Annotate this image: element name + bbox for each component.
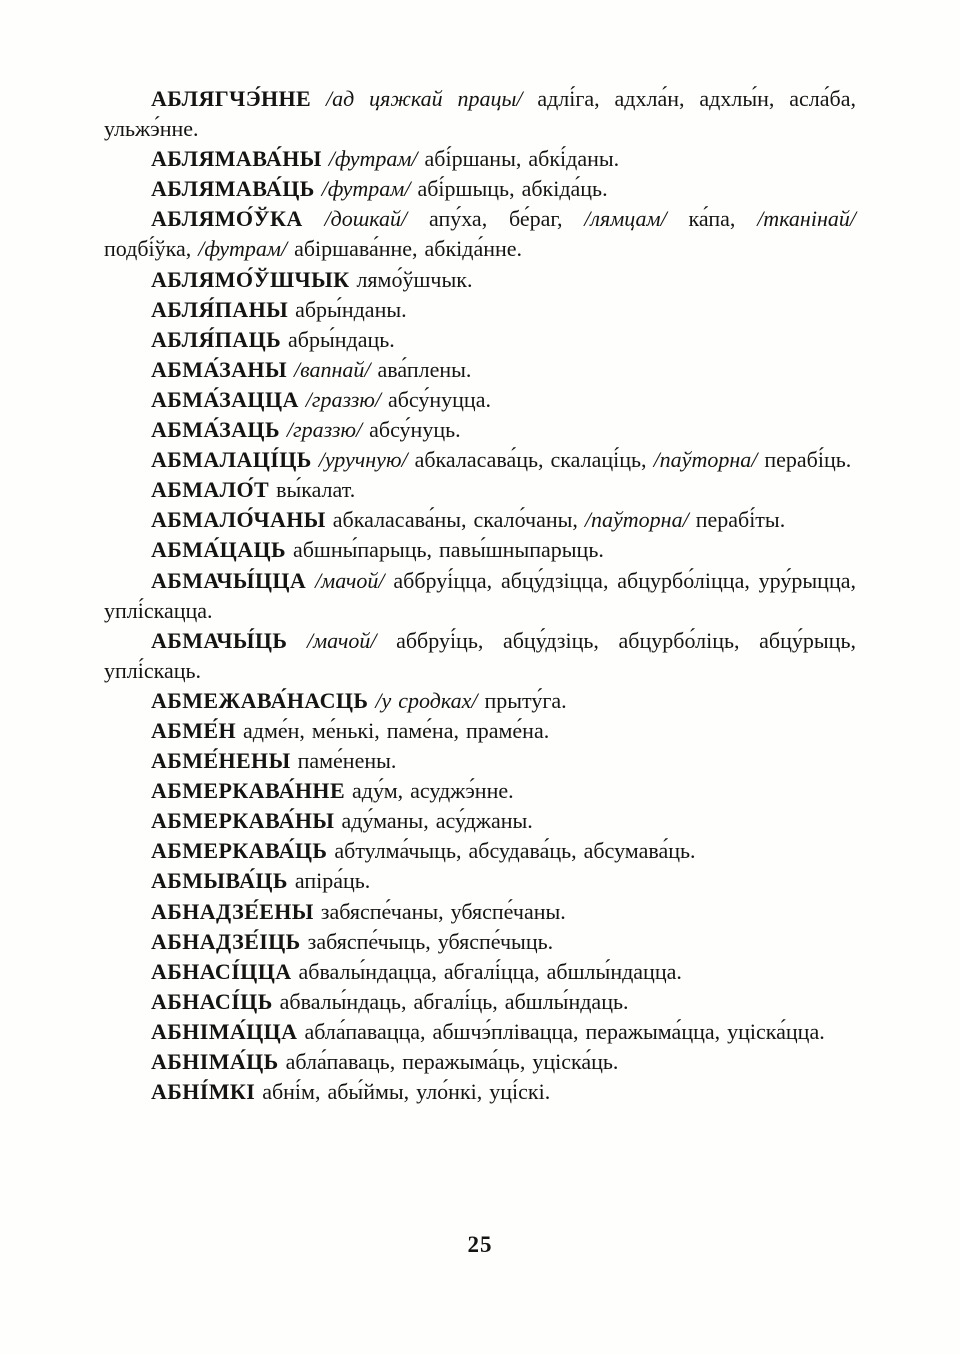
entry-synonyms: абні́м, абы́ймы, уло́нкі, уці́скі. xyxy=(255,1079,551,1105)
entry-qualifier: /вапнай/ xyxy=(286,356,378,382)
dictionary-entry xyxy=(104,535,856,565)
entry-headword: АБМАЛАЦІ́ЦЬ xyxy=(151,447,312,473)
entry-headword: АБЛЯМАВА́НЫ xyxy=(151,146,322,172)
entry-headword: АБНАСІ́ЦЬ xyxy=(151,988,273,1014)
entry-qualifier: /футрам/ xyxy=(314,176,418,202)
entry-synonyms: абвалы́ндацца, абгалі́цца, абшлы́ндацца. xyxy=(291,958,682,984)
dictionary-entry xyxy=(104,1017,856,1047)
entry-synonyms: абі́ршыць, абкіда́ць. xyxy=(417,176,608,202)
dictionary-entry xyxy=(104,355,856,385)
dictionary-entry xyxy=(104,716,856,746)
dictionary-entry xyxy=(104,776,856,806)
entry-synonyms: лямо́ўшчык. xyxy=(349,266,473,292)
entry-synonyms: забяспе́чыць, убяспе́чыць. xyxy=(300,928,554,954)
entry-synonyms: абтулма́чыць, абсудава́ць, абсумава́ць. xyxy=(327,838,696,864)
entry-synonyms: вы́калат. xyxy=(269,477,356,503)
dictionary-entry xyxy=(104,927,856,957)
entry-headword: АБМАЛО́Т xyxy=(151,477,270,503)
entry-synonyms: перабі́ты. xyxy=(695,507,786,533)
entry-qualifier: /дошкай/ xyxy=(302,206,429,232)
dictionary-entry xyxy=(104,84,856,144)
entry-qualifier: /мачой/ xyxy=(287,627,397,653)
entry-qualifier: /граззю/ xyxy=(298,386,388,412)
entry-headword: АБЛЯМАВА́ЦЬ xyxy=(151,176,315,202)
entry-synonyms: прыту́га. xyxy=(484,687,567,713)
dictionary-entry xyxy=(104,415,856,445)
entry-headword: АБЛЯМО́ЎКА xyxy=(151,206,303,232)
entry-synonyms: абвалы́ндаць, абгалі́ць, абшлы́ндаць. xyxy=(272,988,629,1014)
entry-headword: АБМАЛО́ЧАНЫ xyxy=(151,507,326,533)
entry-synonyms: абсу́нуцца. xyxy=(387,386,491,412)
entry-synonyms: абла́павацца, абшчэ́плівацца, перажыма́цца, уціска́цца. xyxy=(297,1018,825,1044)
dictionary-entry xyxy=(104,385,856,415)
entry-qualifier: /тканінай/ xyxy=(757,206,856,232)
dictionary-entry xyxy=(104,836,856,866)
entry-headword: АБНАДЗЕ́ЕНЫ xyxy=(151,898,314,924)
entries-list xyxy=(104,84,856,1107)
entry-synonyms: аду́м, асуджэ́нне. xyxy=(345,778,514,804)
entry-synonyms: перабі́ць. xyxy=(764,447,852,473)
entry-headword: АБМЕ́Н xyxy=(151,717,236,743)
entry-qualifier: /паўторна/ xyxy=(584,507,696,533)
entry-headword: АБНАСІ́ЦЦА xyxy=(151,958,292,984)
entry-qualifier: /мачой/ xyxy=(306,567,394,593)
entry-synonyms: абла́паваць, перажыма́ць, уціска́ць. xyxy=(278,1049,619,1074)
entry-headword: АБМА́ЗАНЫ xyxy=(151,356,287,382)
entry-qualifier: /ад цяжкай працы/ xyxy=(311,86,538,111)
entry-headword: АБМА́ЗАЦЬ xyxy=(151,417,280,443)
dictionary-entry xyxy=(104,1077,856,1107)
dictionary-entry xyxy=(104,686,856,716)
dictionary-entry xyxy=(104,806,856,836)
dictionary-entry xyxy=(104,1047,856,1077)
dictionary-entry xyxy=(104,957,856,987)
dictionary-entry xyxy=(104,505,856,535)
page-number: 25 xyxy=(467,1232,493,1257)
entry-synonyms: аббруі́ць, абцу́дзіць, абцурбо́ліць, абцу́рыць, уплі́скаць. xyxy=(104,627,856,683)
entry-qualifier: /футрам/ xyxy=(198,236,295,262)
entry-qualifier: /граззю/ xyxy=(279,417,370,443)
dictionary-entry xyxy=(104,265,856,295)
dictionary-entry xyxy=(104,987,856,1017)
dictionary-entry xyxy=(104,566,856,626)
entry-headword: АБМА́ЗАЦЦА xyxy=(151,386,299,412)
entry-synonyms: адме́н, ме́нькі, паме́на, праме́на. xyxy=(235,717,550,743)
dictionary-entry xyxy=(104,866,856,896)
entry-synonyms: ава́плены. xyxy=(377,356,472,382)
entry-headword: АБМАЧЫ́ЦЬ xyxy=(151,627,288,653)
entry-headword: АБНІМА́ЦЬ xyxy=(151,1049,279,1074)
entry-qualifier: /паўторна/ xyxy=(653,447,765,473)
dictionary-entry xyxy=(104,746,856,776)
entry-headword: АБМАЧЫ́ЦЦА xyxy=(151,567,307,593)
entry-synonyms: абры́ндаць. xyxy=(281,326,395,352)
entry-synonyms: аббруі́цца, абцу́дзіцца, абцурбо́ліцца, уру́рыцца, уплі́скацца. xyxy=(104,567,856,623)
entry-headword: АБМЕЖАВА́НАСЦЬ xyxy=(151,687,369,713)
entry-headword: АБЛЯ́ПАНЫ xyxy=(151,296,289,322)
dictionary-entry xyxy=(104,626,856,686)
dictionary-entry xyxy=(104,325,856,355)
entry-synonyms: абкаласава́ны, скало́чаны, xyxy=(325,507,585,533)
entry-headword: АБМА́ЦАЦЬ xyxy=(151,537,286,563)
dictionary-entry xyxy=(104,475,856,505)
entry-headword: АБЛЯ́ПАЦЬ xyxy=(151,326,282,352)
dictionary-entry xyxy=(104,204,856,264)
entry-synonyms: паме́нены. xyxy=(290,748,397,774)
entry-qualifier: /у сродках/ xyxy=(368,687,485,713)
dictionary-entry xyxy=(104,295,856,325)
entry-synonyms: адлі́га, адхла́н, адхлы́н, асла́ба, ульжэ́нне. xyxy=(104,86,856,142)
entry-synonyms: абшны́парыць, павы́шныпарыць. xyxy=(285,537,604,563)
entry-synonyms: подбі́ўка, xyxy=(104,236,199,262)
entry-synonyms: ка́па, xyxy=(688,206,758,232)
entry-headword: АБМЕ́НЕНЫ xyxy=(151,748,291,774)
entry-headword: АБНІ́МКІ xyxy=(151,1079,256,1105)
dictionary-entry xyxy=(104,897,856,927)
dictionary-entry xyxy=(104,445,856,475)
entry-synonyms: апіра́ць. xyxy=(287,868,371,894)
entry-qualifier: /лямцам/ xyxy=(584,206,689,232)
entry-headword: АБМЫВА́ЦЬ xyxy=(151,868,288,894)
entry-synonyms: абсу́нуць. xyxy=(369,417,461,443)
entry-headword: АБМЕРКАВА́НЫ xyxy=(151,808,335,834)
entry-synonyms: апу́ха, бе́раг, xyxy=(428,206,585,232)
dictionary-entry xyxy=(104,144,856,174)
entry-headword: АБЛЯГЧЭ́ННЕ xyxy=(151,86,312,111)
entry-headword: АБНАДЗЕ́ІЦЬ xyxy=(151,928,301,954)
entry-headword: АБНІМА́ЦЦА xyxy=(151,1018,298,1044)
entry-headword: АБМЕРКАВА́ННЕ xyxy=(151,778,346,804)
entry-synonyms: абкаласава́ць, скалаці́ць, xyxy=(414,447,654,473)
entry-qualifier: /уручную/ xyxy=(311,447,415,473)
entry-synonyms: абры́нданы. xyxy=(288,296,407,322)
entry-synonyms: абіршава́нне, абкіда́нне. xyxy=(294,236,523,262)
entry-synonyms: забяспе́чаны, убяспе́чаны. xyxy=(313,898,566,924)
entry-headword: АБЛЯМО́ЎШЧЫК xyxy=(151,266,350,292)
entry-synonyms: абі́ршаны, абкі́даны. xyxy=(424,146,620,172)
entry-headword: АБМЕРКАВА́ЦЬ xyxy=(151,838,328,864)
entry-synonyms: аду́маны, асу́джаны. xyxy=(334,808,533,834)
entry-qualifier: /футрам/ xyxy=(321,146,425,172)
dictionary-entry xyxy=(104,174,856,204)
